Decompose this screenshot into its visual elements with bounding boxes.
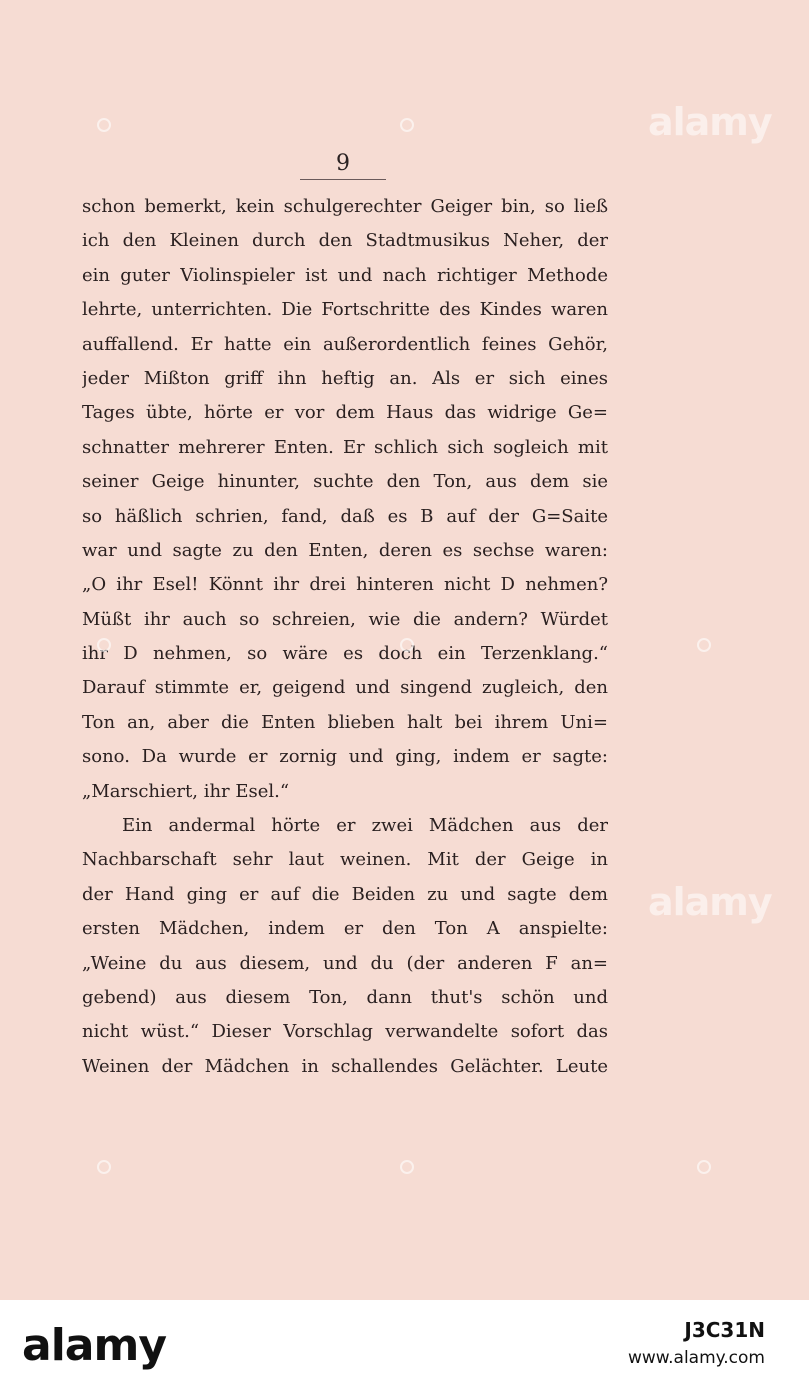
page-number: 9: [336, 151, 350, 176]
text-line: ein guter Violinspieler ist und nach richtiger Methode: [82, 264, 608, 286]
text-line: gebend) aus diesem Ton, dann thut's schön und: [82, 986, 608, 1008]
text-line: nicht wüst.“ Dieser Vorschlag verwandelte sofort das: [82, 1021, 608, 1043]
text-line: Darauf stimmte er, geigend und singend zugleich, den: [82, 677, 608, 699]
footer-url: www.alamy.com: [627, 1348, 765, 1368]
body-text: [82, 190, 608, 1084]
text-line: Weinen der Mädchen in schallendes Gelächter. Leute: [82, 1055, 608, 1077]
watermark-logo: alamy: [648, 880, 772, 924]
text-line: ihr D nehmen, so wäre es doch ein Terzenklang.“: [82, 643, 608, 665]
text-line: war und sagte zu den Enten, deren es sechse waren:: [82, 539, 608, 561]
alamy-logo: alamy: [22, 1320, 166, 1371]
watermark-dot: [97, 638, 111, 652]
text-line: Müßt ihr auch so schreien, wie die andern? Würdet: [82, 608, 608, 630]
text-line: der Hand ging er auf die Beiden zu und sagte dem: [82, 883, 608, 905]
watermark-dot: [697, 638, 711, 652]
text-line: Tages übte, hörte er vor dem Haus das widrige Ge=: [82, 402, 608, 424]
text-line: so häßlich schrien, fand, daß es B auf der G=Saite: [82, 505, 608, 527]
text-line: lehrte, unterrichten. Die Fortschritte des Kindes waren: [82, 299, 608, 321]
watermark-dot: [400, 638, 414, 652]
watermark-dot: [97, 118, 111, 132]
text-line: schon bemerkt, kein schulgerechter Geiger bin, so ließ: [82, 196, 608, 217]
text-line: jeder Mißton griff ihn heftig an. Als er sich eines: [82, 367, 608, 389]
watermark-dot: [400, 1160, 414, 1174]
image-id: J3C31N: [684, 1318, 765, 1342]
text-line: sono. Da wurde er zornig und ging, indem er sagte:: [82, 746, 608, 768]
text-line: auffallend. Er hatte ein außerordentlich feines Gehör,: [82, 333, 608, 355]
text-line: schnatter mehrerer Enten. Er schlich sich sogleich mit: [82, 436, 608, 458]
text-line: „Marschiert, ihr Esel.“: [82, 780, 290, 802]
watermark-dot: [97, 1160, 111, 1174]
text-line: Nachbarschaft sehr laut weinen. Mit der Geige in: [82, 849, 608, 871]
watermark-dot: [400, 118, 414, 132]
text-line: Ton an, aber die Enten blieben halt bei ihrem Uni=: [82, 711, 608, 733]
text-line: ersten Mädchen, indem er den Ton A anspielte:: [82, 918, 608, 940]
watermark-dot: [697, 1160, 711, 1174]
stock-footer: [0, 1300, 809, 1390]
text-line: seiner Geige hinunter, suchte den Ton, aus dem sie: [82, 471, 608, 493]
text-line: ich den Kleinen durch den Stadtmusikus Neher, der: [82, 230, 608, 252]
page-number-rule: [300, 179, 386, 180]
watermark-logo: alamy: [648, 100, 772, 144]
text-line: „Weine du aus diesem, und du (der anderen F an=: [82, 952, 608, 974]
text-line: „O ihr Esel! Könnt ihr drei hinteren nicht D nehmen?: [82, 574, 608, 596]
text-line: Ein andermal hörte er zwei Mädchen aus der: [122, 815, 608, 837]
